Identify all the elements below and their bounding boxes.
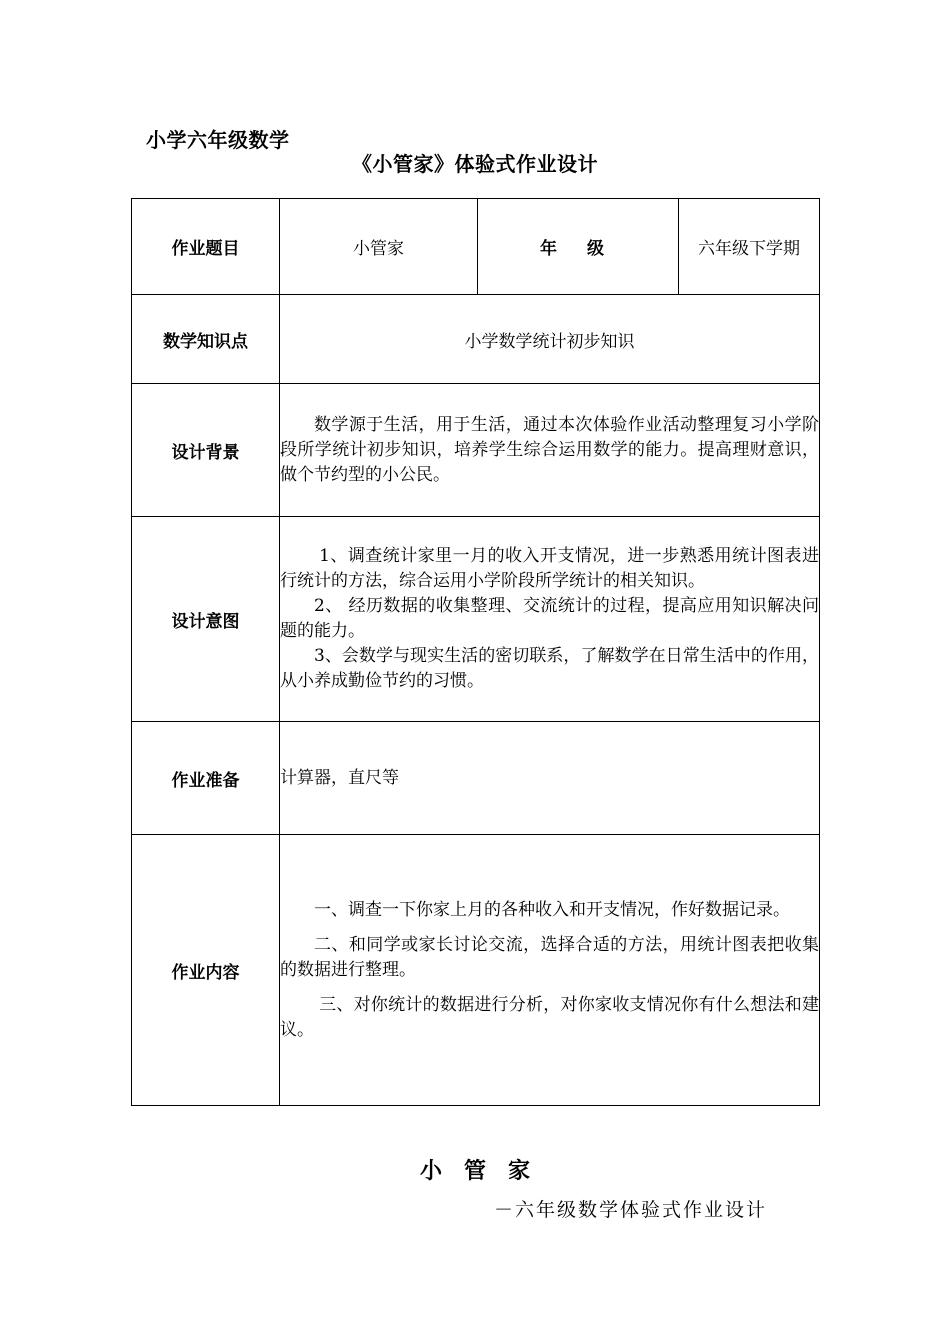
document-title: 《小管家》体验式作业设计 xyxy=(352,152,598,176)
background-label: 设计背景 xyxy=(132,384,280,517)
intent-item-2: 2、 经历数据的收集整理、交流统计的过程，提高应用知识解决问题的能力。 xyxy=(280,596,819,641)
table-row xyxy=(132,722,820,835)
section-subtitle: －六年级数学体验式作业设计 xyxy=(494,1199,768,1221)
topic-value: 小管家 xyxy=(280,199,478,295)
intent-cell xyxy=(280,517,820,722)
table-row xyxy=(132,517,820,722)
intent-item-3: 3、会数学与现实生活的密切联系，了解数学在日常生活中的作用，从小养成勤俭节约的习惯。 xyxy=(280,646,819,691)
intent-item-1: 1、调查统计家里一月的收入开支情况，进一步熟悉用统计图表进行统计的方法，综合运用小学阶段所学统计的相关知识。 xyxy=(280,546,819,591)
knowledge-label: 数学知识点 xyxy=(132,295,280,384)
table-row xyxy=(132,199,820,295)
content-cell xyxy=(280,835,820,1106)
subject-heading: 小学六年级数学 xyxy=(146,128,290,152)
content-label: 作业内容 xyxy=(132,835,280,1106)
content-item-1: 一、调查一下你家上月的各种收入和开支情况，作好数据记录。 xyxy=(314,899,790,920)
prep-label: 作业准备 xyxy=(132,722,280,835)
grade-label: 年 级 xyxy=(478,199,679,295)
background-text: 数学源于生活，用于生活，通过本次体验作业活动整理复习小学阶段所学统计初步知识，培养学生综合运用数学的能力。提高理财意识，做个节约型的小公民。 xyxy=(280,414,819,485)
content-item-2: 二、和同学或家长讨论交流，选择合适的方法，用统计图表把收集的数据进行整理。 xyxy=(280,934,819,980)
background-cell xyxy=(280,384,820,517)
grade-value: 六年级下学期 xyxy=(679,199,820,295)
assignment-table xyxy=(131,198,820,1106)
prep-value: 计算器，直尺等 xyxy=(280,722,820,835)
table-row xyxy=(132,384,820,517)
section-title: 小管家 xyxy=(419,1159,552,1184)
content-item-3: 三、对你统计的数据进行分析，对你家收支情况你有什么想法和建议。 xyxy=(280,994,819,1040)
table-row xyxy=(132,835,820,1106)
table-row xyxy=(132,295,820,384)
topic-label: 作业题目 xyxy=(132,199,280,295)
intent-label: 设计意图 xyxy=(132,517,280,722)
knowledge-value: 小学数学统计初步知识 xyxy=(280,295,820,384)
